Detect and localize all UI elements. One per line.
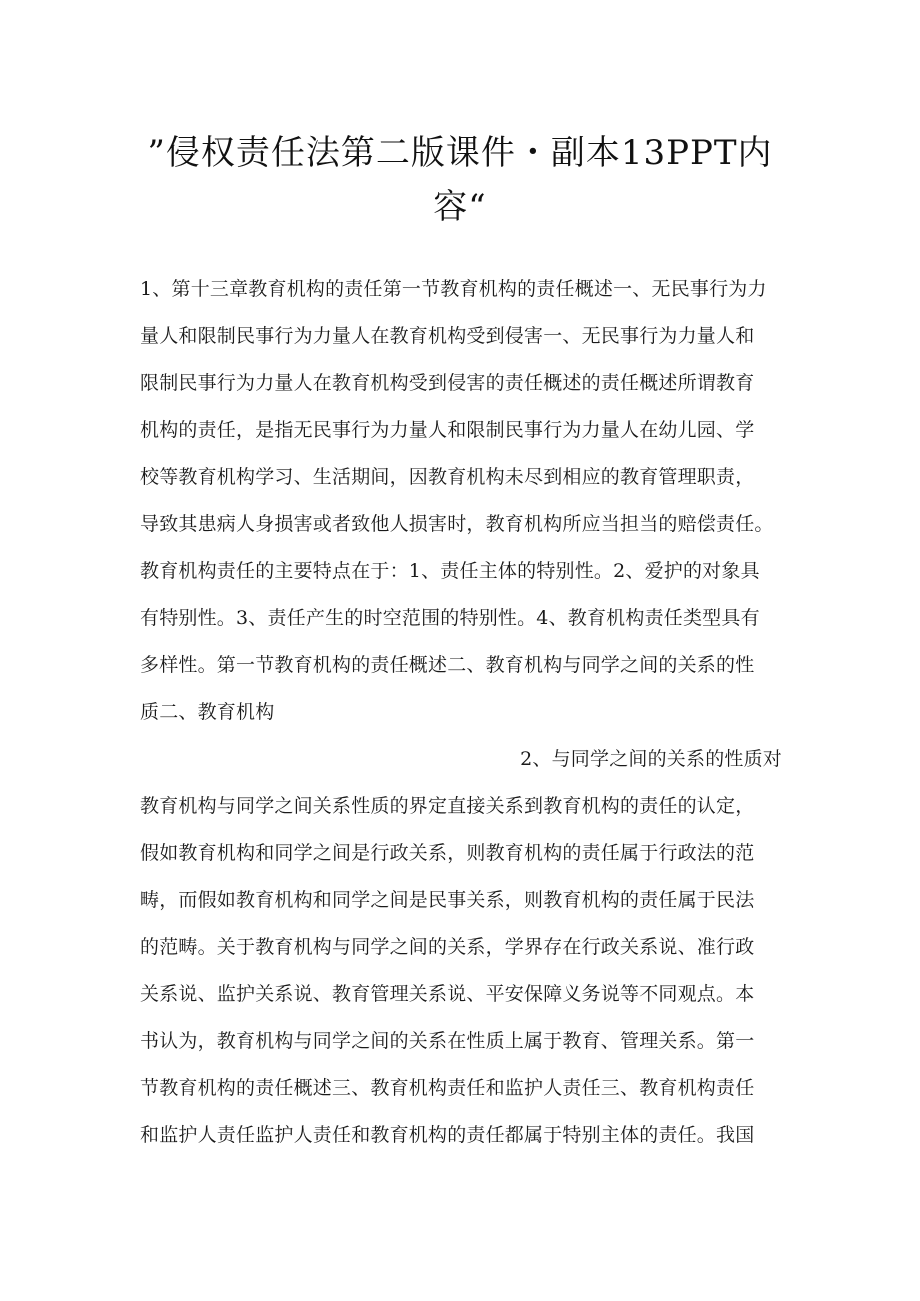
body-line-19: 和监护人责任监护人责任和教育机构的责任都属于特别主体的责任。我国 <box>140 1124 755 1146</box>
body-line-12: 教育机构与同学之间关系性质的界定直接关系到教育机构的责任的认定， <box>140 795 755 817</box>
body-line-14: 畴，而假如教育机构和同学之间是民事关系，则教育机构的责任属于民法 <box>140 889 755 911</box>
body-line-8: 有特别性。3、责任产生的时空范围的特别性。4、教育机构责任类型具有 <box>140 607 760 629</box>
body-line-11: 2、与同学之间的关系的性质对 <box>520 748 782 770</box>
body-line-6: 导致其患病人身损害或者致他人损害时，教育机构所应当担当的赔偿责任。 <box>140 513 774 535</box>
body-line-5: 校等教育机构学习、生活期间，因教育机构未尽到相应的教育管理职责， <box>140 466 755 488</box>
body-line-1: 1、第十三章教育机构的责任第一节教育机构的责任概述一、无民事行为力 <box>140 278 767 300</box>
body-line-7: 教育机构责任的主要特点在于：1、责任主体的特别性。2、爱护的对象具 <box>140 560 760 582</box>
body-line-17: 书认为，教育机构与同学之间的关系在性质上属于教育、管理关系。第一 <box>140 1030 755 1052</box>
body-line-2: 量人和限制民事行为力量人在教育机构受到侵害一、无民事行为力量人和 <box>140 325 755 347</box>
document-body <box>140 266 792 1159</box>
title-line-2: 容“ <box>433 187 487 227</box>
document-title <box>140 126 780 234</box>
body-line-10: 质二、教育机构 <box>140 701 275 723</box>
body-line-16: 关系说、监护关系说、教育管理关系说、平安保障义务说等不同观点。本 <box>140 983 755 1005</box>
body-line-3: 限制民事行为力量人在教育机构受到侵害的责任概述的责任概述所谓教育 <box>140 372 755 394</box>
body-line-18: 节教育机构的责任概述三、教育机构责任和监护人责任三、教育机构责任 <box>140 1077 755 1099</box>
body-line-9: 多样性。第一节教育机构的责任概述二、教育机构与同学之间的关系的性 <box>140 654 755 676</box>
body-line-15: 的范畴。关于教育机构与同学之间的关系，学界存在行政关系说、准行政 <box>140 936 755 958</box>
body-line-13: 假如教育机构和同学之间是行政关系，则教育机构的责任属于行政法的范 <box>140 842 755 864</box>
title-line-1: ”侵权责任法第二版课件・副本13PPT内 <box>147 133 773 173</box>
body-line-4: 机构的责任，是指无民事行为力量人和限制民事行为力量人在幼儿园、学 <box>140 419 755 441</box>
